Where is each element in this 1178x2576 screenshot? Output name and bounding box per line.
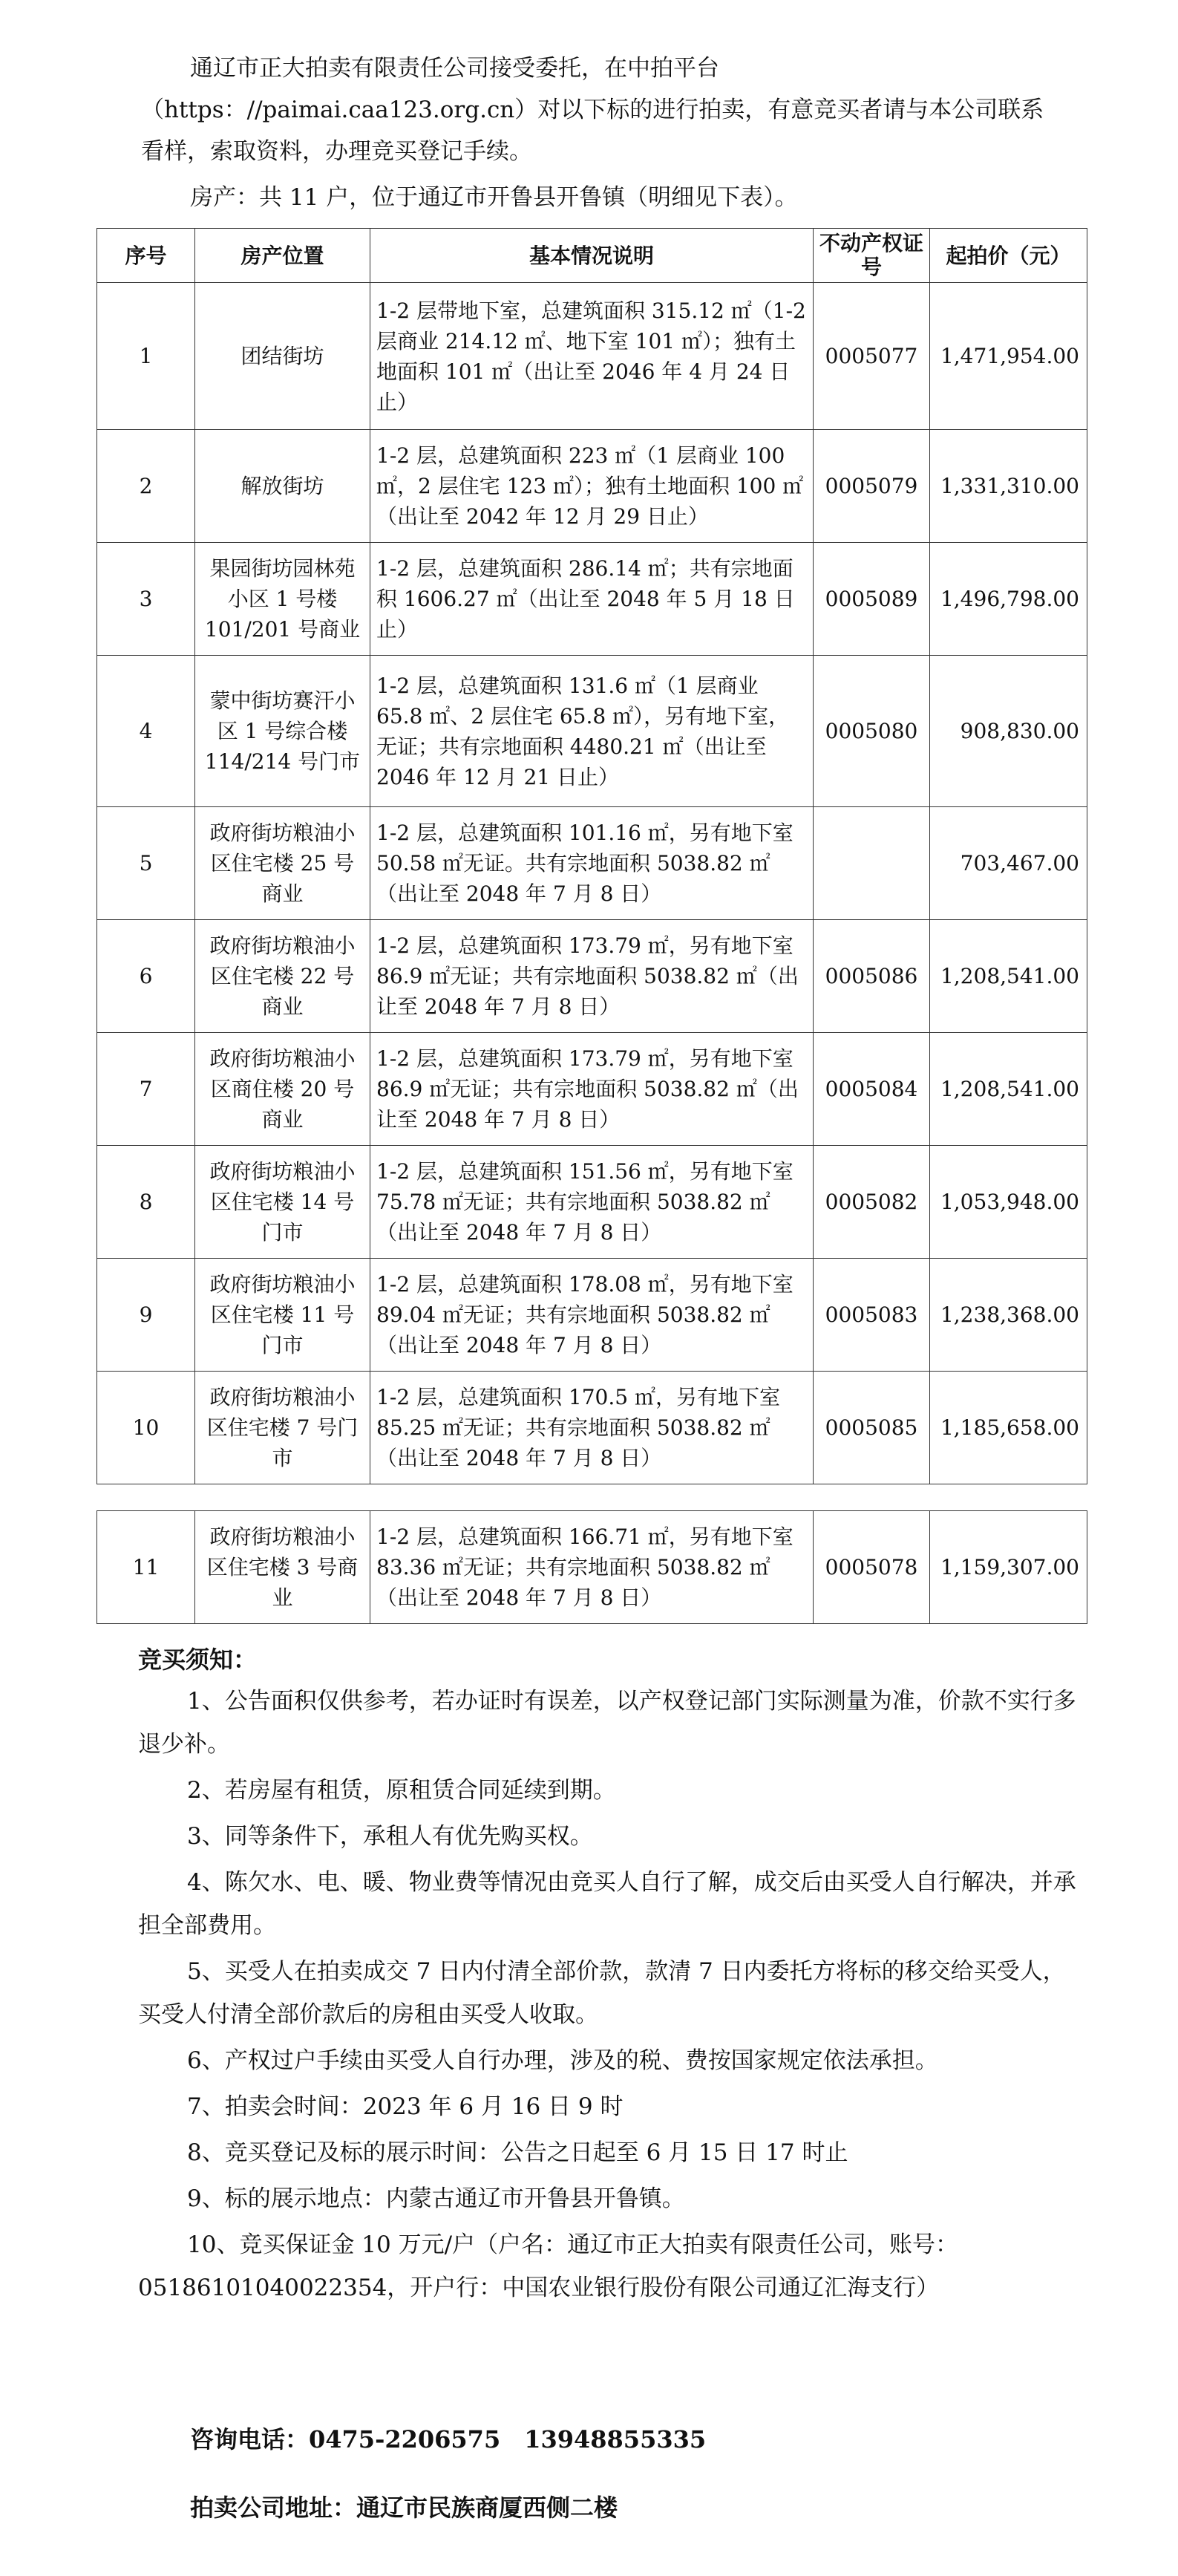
row-cert: 0005079 [814, 430, 930, 543]
header-price: 起拍价（元） [930, 229, 1087, 283]
row-location: 政府街坊粮油小区住宅楼 22 号商业 [195, 920, 370, 1033]
table-row [97, 1259, 1087, 1372]
row-price: 1,185,658.00 [930, 1372, 1087, 1484]
notice-item: 5、买受人在拍卖成交 7 日内付清全部价款，款清 7 日内委托方将标的移交给买受人，买受人付清全部价款后的房租由买受人收取。 [138, 1958, 1066, 2028]
row-no: 10 [97, 1372, 195, 1484]
row-no: 11 [97, 1511, 195, 1624]
contact-phone: 咨询电话：0475-2206575 13948855335 [190, 2425, 707, 2453]
notice-item: 1、公告面积仅供参考，若办证时有误差，以产权登记部门实际测量为准，价款不实行多退少补。 [138, 1688, 1076, 1758]
row-description: 1-2 层，总建筑面积 223 ㎡（1 层商业 100 ㎡，2 层住宅 123 ㎡）；独有土地面积 100 ㎡（出让至 2042 年 12 月 29 日止） [370, 430, 814, 543]
row-price: 1,471,954.00 [930, 283, 1087, 430]
row-location: 解放街坊 [195, 430, 370, 543]
row-description: 1-2 层带地下室，总建筑面积 315.12 ㎡（1-2 层商业 214.12 ㎡、地下室 101 ㎡）；独有土地面积 101 ㎡（出让至 2046 年 4 月 24 日止） [370, 283, 814, 430]
row-no: 1 [97, 283, 195, 430]
row-location: 政府街坊粮油小区住宅楼 25 号商业 [195, 807, 370, 920]
row-no: 4 [97, 656, 195, 807]
header-no: 序号 [97, 229, 195, 283]
row-location: 团结街坊 [195, 283, 370, 430]
row-description: 1-2 层，总建筑面积 170.5 ㎡，另有地下室 85.25 ㎡无证；共有宗地面积 5038.82 ㎡（出让至 2048 年 7 月 8 日） [370, 1372, 814, 1484]
row-cert: 0005085 [814, 1372, 930, 1484]
row-cert: 0005089 [814, 543, 930, 656]
houses-summary: 房产：共 11 户，位于通辽市开鲁县开鲁镇（明细见下表）。 [190, 184, 798, 211]
row-price: 1,496,798.00 [930, 543, 1087, 656]
row-location: 政府街坊粮油小区住宅楼 11 号门市 [195, 1259, 370, 1372]
header-cert: 不动产权证号 [814, 229, 930, 283]
row-description: 1-2 层，总建筑面积 173.79 ㎡，另有地下室 86.9 ㎡无证；共有宗地面积 5038.82 ㎡（出让至 2048 年 7 月 8 日） [370, 920, 814, 1033]
header-description: 基本情况说明 [370, 229, 814, 283]
row-location: 政府街坊粮油小区住宅楼 3 号商业 [195, 1511, 370, 1624]
row-price: 703,467.00 [930, 807, 1087, 920]
row-cert: 0005077 [814, 283, 930, 430]
table-row [97, 283, 1087, 430]
notice-item: 3、同等条件下，承租人有优先购买权。 [187, 1823, 593, 1850]
notice-item: 4、陈欠水、电、暖、物业费等情况由竞买人自行了解，成交后由买受人自行解决，并承担全部费用。 [138, 1869, 1076, 1939]
table-row [97, 1372, 1087, 1484]
table-row [97, 920, 1087, 1033]
contact-address: 拍卖公司地址：通辽市民族商厦西侧二楼 [190, 2494, 618, 2522]
table-row [97, 656, 1087, 807]
row-cert: 0005086 [814, 920, 930, 1033]
row-no: 2 [97, 430, 195, 543]
table-row [97, 543, 1087, 656]
table-row [97, 1511, 1087, 1624]
property-table-continued [96, 1510, 1087, 1624]
row-price: 1,208,541.00 [930, 1033, 1087, 1146]
intro-paragraph: 通辽市正大拍卖有限责任公司接受委托，在中拍平台（https：//paimai.caa123.org.cn）对以下标的进行拍卖，有意竞买者请与本公司联系看样，索取资料，办理竞买登记手续。 [141, 55, 1044, 165]
row-price: 908,830.00 [930, 656, 1087, 807]
notice-item: 2、若房屋有租赁，原租赁合同延续到期。 [187, 1777, 616, 1804]
row-no: 5 [97, 807, 195, 920]
notice-item: 6、产权过户手续由买受人自行办理，涉及的税、费按国家规定依法承担。 [187, 2047, 938, 2074]
row-cert: 0005078 [814, 1511, 930, 1624]
row-price: 1,053,948.00 [930, 1146, 1087, 1259]
row-cert: 0005083 [814, 1259, 930, 1372]
row-no: 3 [97, 543, 195, 656]
row-no: 6 [97, 920, 195, 1033]
row-no: 7 [97, 1033, 195, 1146]
row-no: 9 [97, 1259, 195, 1372]
notice-item: 8、竞买登记及标的展示时间：公告之日起至 6 月 15 日 17 时止 [187, 2139, 848, 2166]
row-price: 1,238,368.00 [930, 1259, 1087, 1372]
row-no: 8 [97, 1146, 195, 1259]
row-description: 1-2 层，总建筑面积 173.79 ㎡，另有地下室 86.9 ㎡无证；共有宗地面积 5038.82 ㎡（出让至 2048 年 7 月 8 日） [370, 1033, 814, 1146]
row-description: 1-2 层，总建筑面积 286.14 ㎡；共有宗地面积 1606.27 ㎡（出让至 2048 年 5 月 18 日止） [370, 543, 814, 656]
row-price: 1,331,310.00 [930, 430, 1087, 543]
row-location: 政府街坊粮油小区住宅楼 7 号门市 [195, 1372, 370, 1484]
notice-title: 竞买须知： [138, 1646, 258, 1674]
row-description: 1-2 层，总建筑面积 131.6 ㎡（1 层商业 65.8 ㎡、2 层住宅 65.8 ㎡），另有地下室，无证；共有宗地面积 4480.21 ㎡（出让至 2046 年 12 月 21 日止） [370, 656, 814, 807]
row-cert: 0005082 [814, 1146, 930, 1259]
row-location: 政府街坊粮油小区住宅楼 14 号门市 [195, 1146, 370, 1259]
row-description: 1-2 层，总建筑面积 166.71 ㎡，另有地下室 83.36 ㎡无证；共有宗地面积 5038.82 ㎡（出让至 2048 年 7 月 8 日） [370, 1511, 814, 1624]
notice-list [138, 1680, 1088, 2312]
row-price: 1,208,541.00 [930, 920, 1087, 1033]
row-description: 1-2 层，总建筑面积 151.56 ㎡，另有地下室 75.78 ㎡无证；共有宗地面积 5038.82 ㎡（出让至 2048 年 7 月 8 日） [370, 1146, 814, 1259]
notice-item: 7、拍卖会时间：2023 年 6 月 16 日 9 时 [187, 2093, 624, 2120]
header-location: 房产位置 [195, 229, 370, 283]
table-header-row [97, 229, 1087, 283]
table-row [97, 430, 1087, 543]
row-location: 果园街坊园林苑小区 1 号楼 101/201 号商业 [195, 543, 370, 656]
notice-item: 9、标的展示地点：内蒙古通辽市开鲁县开鲁镇。 [187, 2185, 685, 2212]
row-location: 蒙中街坊赛汗小区 1 号综合楼 114/214 号门市 [195, 656, 370, 807]
table-row [97, 1146, 1087, 1259]
row-cert [814, 807, 930, 920]
row-description: 1-2 层，总建筑面积 101.16 ㎡，另有地下室 50.58 ㎡无证。共有宗地面积 5038.82 ㎡（出让至 2048 年 7 月 8 日） [370, 807, 814, 920]
row-cert: 0005084 [814, 1033, 930, 1146]
notice-item: 10、竞买保证金 10 万元/户（户名：通辽市正大拍卖有限责任公司，账号：05186101040022354，开户行：中国农业银行股份有限公司通辽汇海支行） [138, 2231, 959, 2301]
row-location: 政府街坊粮油小区商住楼 20 号商业 [195, 1033, 370, 1146]
property-table [96, 228, 1087, 1484]
row-price: 1,159,307.00 [930, 1511, 1087, 1624]
row-cert: 0005080 [814, 656, 930, 807]
table-row [97, 807, 1087, 920]
row-description: 1-2 层，总建筑面积 178.08 ㎡，另有地下室 89.04 ㎡无证；共有宗地面积 5038.82 ㎡（出让至 2048 年 7 月 8 日） [370, 1259, 814, 1372]
table-row [97, 1033, 1087, 1146]
